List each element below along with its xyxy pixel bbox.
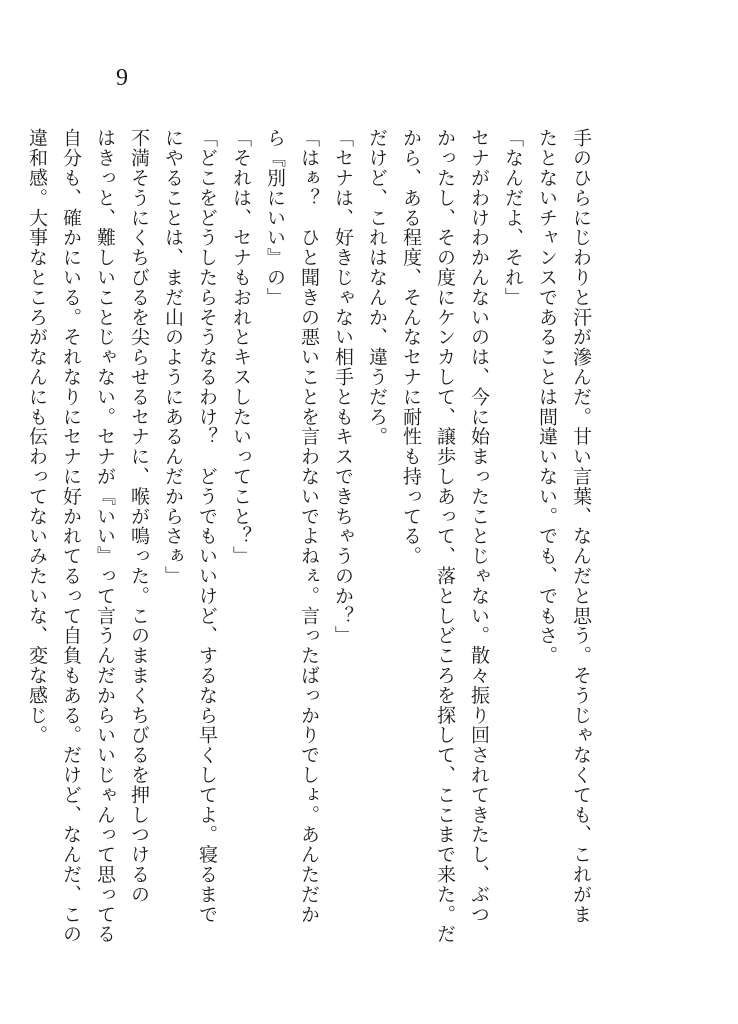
body-text	[26, 128, 598, 944]
text-line: 「なんだよ、それ」	[502, 128, 524, 308]
text-line: たとないチャンスであることは間違いない。でも、でもさ。	[536, 128, 558, 666]
text-line: から、ある程度、そんなセナに耐性も持ってる。	[400, 128, 422, 566]
text-line: 違和感。大事なところがなんにも伝わってないみたいな、変な感じ。	[26, 128, 48, 745]
text-line: にやることは、まだ山のようにあるんだからさぁ」	[162, 128, 184, 586]
text-line: 自分も、確かにいる。それなりにセナに好かれてるって自負もある。だけど、なんだ、この	[60, 128, 82, 944]
text-line: 手のひらにじわりと汗が滲んだ。甘い言葉、なんだと思う。そうじゃなくても、これがま	[570, 128, 592, 924]
text-line: かったし、その度にケンカして、譲歩しあって、落としどころを探して、ここまで来た。だ	[434, 128, 456, 944]
text-line: 「はぁ？ ひと聞きの悪いことを言わないでよねぇ。言ったばっかりでしょ。あんただか	[298, 128, 320, 924]
text-line: だけど、これはなんか、違うだろ。	[366, 128, 388, 447]
text-line: はきっと、難しいことじゃない。セナが『いい』って言うんだからいいじゃんって思ってる	[94, 128, 116, 944]
text-line: 「セナは、好きじゃない相手ともキスできちゃうのか？」	[332, 128, 354, 646]
text-line: ら『別にいい』の」	[264, 128, 286, 308]
text-line: セナがわけわかんないのは、今に始まったことじゃない。散々振り回されてきたし、ぶつ	[468, 128, 490, 924]
text-line: 「どこをどうしたらそうなるわけ？ どうでもいいけど、するなら早くしてよ。寝るまで	[196, 128, 218, 924]
page-number: 9	[116, 65, 128, 91]
text-line: 不満そうにくちびるを尖らせるセナに、喉が鳴った。このままくちびるを押しつけるの	[128, 128, 150, 905]
text-line: 「それは、セナもおれとキスしたいってこと？」	[230, 128, 252, 566]
